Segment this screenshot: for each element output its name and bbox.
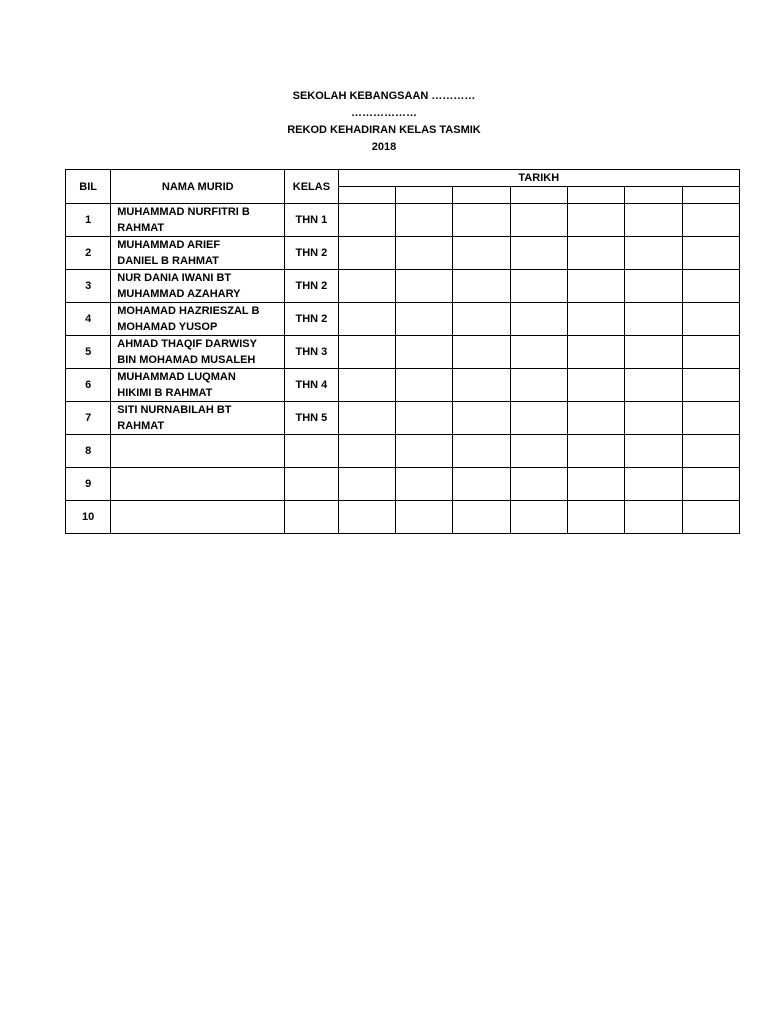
cell-date-attendance: [567, 303, 624, 336]
cell-date-attendance: [395, 402, 452, 435]
cell-nama-murid: MOHAMAD HAZRIESZAL B MOHAMAD YUSOP: [111, 303, 285, 336]
cell-date-attendance: [567, 468, 624, 501]
cell-date-attendance: [567, 336, 624, 369]
cell-date-attendance: [395, 303, 452, 336]
cell-date-attendance: [395, 468, 452, 501]
cell-date-attendance: [395, 435, 452, 468]
cell-date-attendance: [338, 468, 395, 501]
cell-date-attendance: [338, 435, 395, 468]
cell-date-attendance: [625, 435, 682, 468]
cell-date-attendance: [682, 204, 739, 237]
cell-date-attendance: [682, 369, 739, 402]
cell-date-attendance: [567, 501, 624, 534]
cell-date-attendance: [625, 468, 682, 501]
cell-date-attendance: [338, 369, 395, 402]
cell-nama-murid: MUHAMMAD NURFITRI B RAHMAT: [111, 204, 285, 237]
table-row: [66, 237, 740, 270]
cell-date-attendance: [510, 336, 567, 369]
cell-nama-murid: SITI NURNABILAH BT RAHMAT: [111, 402, 285, 435]
cell-date-attendance: [338, 336, 395, 369]
cell-bil: 9: [66, 468, 111, 501]
cell-date-attendance: [567, 204, 624, 237]
table-row: [66, 435, 740, 468]
header-kelas: KELAS: [285, 170, 338, 204]
cell-date-attendance: [453, 369, 510, 402]
cell-date-attendance: [338, 237, 395, 270]
table-row: [66, 468, 740, 501]
cell-date-attendance: [510, 270, 567, 303]
cell-date-attendance: [338, 501, 395, 534]
cell-kelas: THN 1: [285, 204, 338, 237]
cell-nama-murid: NUR DANIA IWANI BT MUHAMMAD AZAHARY: [111, 270, 285, 303]
cell-date-attendance: [338, 402, 395, 435]
date-column-header: [682, 187, 739, 204]
cell-bil: 8: [66, 435, 111, 468]
table-row: [66, 204, 740, 237]
document-header: [0, 88, 768, 156]
cell-date-attendance: [395, 501, 452, 534]
cell-date-attendance: [510, 303, 567, 336]
cell-nama-murid: [111, 501, 285, 534]
table-row: [66, 501, 740, 534]
cell-bil: 5: [66, 336, 111, 369]
cell-date-attendance: [453, 402, 510, 435]
cell-date-attendance: [510, 204, 567, 237]
cell-date-attendance: [567, 435, 624, 468]
cell-date-attendance: [395, 369, 452, 402]
cell-date-attendance: [625, 270, 682, 303]
table-row: [66, 336, 740, 369]
cell-date-attendance: [395, 237, 452, 270]
cell-date-attendance: [682, 468, 739, 501]
cell-date-attendance: [682, 501, 739, 534]
table-row: [66, 303, 740, 336]
cell-date-attendance: [510, 501, 567, 534]
school-name: SEKOLAH KEBANGSAAN …………: [292, 90, 476, 102]
cell-kelas: THN 5: [285, 402, 338, 435]
attendance-table: [65, 169, 740, 534]
cell-date-attendance: [682, 435, 739, 468]
table-row: [66, 270, 740, 303]
cell-date-attendance: [395, 204, 452, 237]
cell-date-attendance: [625, 204, 682, 237]
cell-kelas: [285, 435, 338, 468]
cell-date-attendance: [682, 336, 739, 369]
cell-bil: 6: [66, 369, 111, 402]
cell-date-attendance: [682, 402, 739, 435]
cell-date-attendance: [453, 336, 510, 369]
cell-date-attendance: [395, 336, 452, 369]
date-column-header: [510, 187, 567, 204]
cell-date-attendance: [625, 237, 682, 270]
table-row: [66, 402, 740, 435]
cell-date-attendance: [682, 303, 739, 336]
cell-date-attendance: [625, 303, 682, 336]
cell-kelas: THN 4: [285, 369, 338, 402]
cell-date-attendance: [453, 501, 510, 534]
date-column-header: [395, 187, 452, 204]
document-title: REKOD KEHADIRAN KELAS TASMIK: [287, 124, 481, 136]
cell-nama-murid: [111, 435, 285, 468]
cell-date-attendance: [453, 204, 510, 237]
cell-date-attendance: [567, 270, 624, 303]
cell-bil: 1: [66, 204, 111, 237]
cell-nama-murid: MUHAMMAD LUQMAN HIKIMI B RAHMAT: [111, 369, 285, 402]
date-column-header: [567, 187, 624, 204]
cell-date-attendance: [625, 402, 682, 435]
cell-date-attendance: [510, 237, 567, 270]
cell-date-attendance: [625, 369, 682, 402]
cell-date-attendance: [453, 303, 510, 336]
cell-date-attendance: [338, 204, 395, 237]
cell-date-attendance: [510, 468, 567, 501]
cell-date-attendance: [453, 270, 510, 303]
date-column-header: [338, 187, 395, 204]
cell-bil: 7: [66, 402, 111, 435]
cell-bil: 2: [66, 237, 111, 270]
cell-date-attendance: [453, 435, 510, 468]
cell-date-attendance: [625, 501, 682, 534]
cell-date-attendance: [625, 336, 682, 369]
cell-bil: 10: [66, 501, 111, 534]
cell-kelas: THN 2: [285, 237, 338, 270]
subtitle-dots: ………………: [351, 107, 417, 119]
cell-date-attendance: [453, 468, 510, 501]
cell-bil: 3: [66, 270, 111, 303]
date-column-header: [453, 187, 510, 204]
cell-nama-murid: MUHAMMAD ARIEF DANIEL B RAHMAT: [111, 237, 285, 270]
date-column-header: [625, 187, 682, 204]
cell-date-attendance: [567, 237, 624, 270]
document-year: 2018: [371, 141, 397, 153]
cell-date-attendance: [510, 402, 567, 435]
header-nama-murid: NAMA MURID: [111, 170, 285, 204]
cell-date-attendance: [338, 303, 395, 336]
cell-bil: 4: [66, 303, 111, 336]
header-tarikh: TARIKH: [338, 170, 739, 187]
cell-date-attendance: [395, 270, 452, 303]
cell-kelas: THN 3: [285, 336, 338, 369]
cell-date-attendance: [338, 270, 395, 303]
cell-kelas: [285, 468, 338, 501]
cell-date-attendance: [682, 270, 739, 303]
header-bil: BIL: [66, 170, 111, 204]
table-row: [66, 369, 740, 402]
table-body: [66, 204, 740, 534]
cell-nama-murid: AHMAD THAQIF DARWISY BIN MOHAMAD MUSALEH: [111, 336, 285, 369]
cell-nama-murid: [111, 468, 285, 501]
cell-date-attendance: [567, 369, 624, 402]
table-header-row: [66, 170, 740, 187]
cell-kelas: THN 2: [285, 270, 338, 303]
cell-date-attendance: [682, 237, 739, 270]
cell-kelas: THN 2: [285, 303, 338, 336]
cell-date-attendance: [567, 402, 624, 435]
cell-date-attendance: [453, 237, 510, 270]
cell-kelas: [285, 501, 338, 534]
cell-date-attendance: [510, 369, 567, 402]
cell-date-attendance: [510, 435, 567, 468]
